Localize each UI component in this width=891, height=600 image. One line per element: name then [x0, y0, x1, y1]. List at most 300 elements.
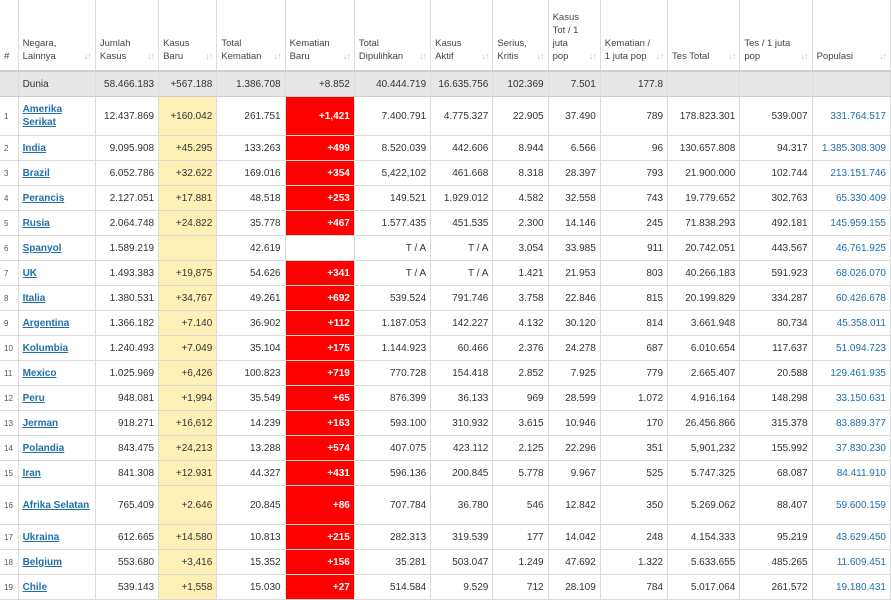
country-link[interactable]: Italia — [22, 292, 46, 304]
country-link[interactable]: Rusia — [22, 217, 50, 229]
cell-cases-per-m: 7.501 — [548, 71, 600, 97]
cell-total-cases: 58.466.183 — [95, 71, 158, 97]
table-row — [0, 411, 891, 436]
cell-new-cases: +24.822 — [159, 211, 217, 236]
header-label: Serius, Kritis — [497, 38, 527, 62]
table-row — [0, 97, 891, 136]
cell-deaths-per-m: 170 — [600, 411, 667, 436]
cell-active: T / A — [431, 236, 493, 261]
cell-active: 36.780 — [431, 486, 493, 525]
country-link[interactable]: Chile — [22, 581, 48, 593]
cell-rank: 5 — [0, 211, 18, 236]
country-link[interactable]: Brazil — [22, 167, 50, 179]
cell-total-recovered: T / A — [354, 236, 430, 261]
header-label: Kasus Aktif — [435, 38, 462, 62]
sort-arrows-icon[interactable]: ↓↑ — [879, 51, 886, 61]
table-row — [0, 136, 891, 161]
cell-active: 461.668 — [431, 161, 493, 186]
table-row — [0, 361, 891, 386]
cell-tests-per-m: 80.734 — [740, 311, 812, 336]
cell-total-cases: 612.665 — [95, 525, 158, 550]
cell-serious: 1.249 — [493, 550, 548, 575]
cell-serious: 2.300 — [493, 211, 548, 236]
cell-total-recovered: 1.144.923 — [354, 336, 430, 361]
header-active[interactable] — [431, 0, 493, 71]
cell-rank: 6 — [0, 236, 18, 261]
table-row — [0, 261, 891, 286]
cell-country — [18, 575, 95, 600]
cell-total-deaths: 36.902 — [217, 311, 285, 336]
cell-country — [18, 336, 95, 361]
cell-serious: 4.582 — [493, 186, 548, 211]
country-link[interactable]: Argentina — [22, 317, 70, 329]
cell-total-cases: 1.025.969 — [95, 361, 158, 386]
cell-cases-per-m: 28.109 — [548, 575, 600, 600]
cell-population: 83.889.377 — [812, 411, 890, 436]
cell-new-cases: +32.622 — [159, 161, 217, 186]
country-link[interactable]: Peru — [22, 392, 45, 404]
cell-total-recovered: 596.136 — [354, 461, 430, 486]
cell-total-tests: 40.266.183 — [668, 261, 740, 286]
cell-deaths-per-m: 814 — [600, 311, 667, 336]
header-new-deaths[interactable] — [285, 0, 354, 71]
cell-new-deaths: +431 — [285, 461, 354, 486]
cell-active: T / A — [431, 261, 493, 286]
cell-total-cases: 553.680 — [95, 550, 158, 575]
cell-population: 45.358.011 — [812, 311, 890, 336]
cell-total-recovered: 35.281 — [354, 550, 430, 575]
cell-tests-per-m: 88.407 — [740, 486, 812, 525]
sort-arrows-icon[interactable]: ↓↑ — [536, 51, 544, 61]
cell-population: 213.151.746 — [812, 161, 890, 186]
cell-country — [18, 411, 95, 436]
cell-cases-per-m: 7.925 — [548, 361, 600, 386]
cell-total-recovered: 40.444.719 — [354, 71, 430, 97]
cell-new-cases: +24,213 — [159, 436, 217, 461]
cell-country — [18, 386, 95, 411]
cell-country — [18, 161, 95, 186]
cell-new-deaths — [285, 236, 354, 261]
cell-new-cases: +160.042 — [159, 97, 217, 136]
cell-deaths-per-m: 177.8 — [600, 71, 667, 97]
table-row — [0, 486, 891, 525]
cell-total-tests: 71.838.293 — [668, 211, 740, 236]
cell-rank: 7 — [0, 261, 18, 286]
header-label: Tes Total — [672, 51, 710, 62]
cell-total-deaths: 1.386.708 — [217, 71, 285, 97]
cell-active: 16.635.756 — [431, 71, 493, 97]
cell-country — [18, 236, 95, 261]
cell-new-cases: +7.049 — [159, 336, 217, 361]
world-total-row — [0, 71, 891, 97]
cell-new-deaths: +467 — [285, 211, 354, 236]
sort-arrows-icon[interactable]: ↓↑ — [656, 51, 664, 61]
header-label: Negara, Lainnya — [22, 38, 57, 62]
cell-deaths-per-m: 245 — [600, 211, 667, 236]
country-link[interactable]: Mexico — [22, 367, 57, 379]
cell-new-cases: +34,767 — [159, 286, 217, 311]
cell-active: 4.775.327 — [431, 97, 493, 136]
cell-country — [18, 186, 95, 211]
cell-cases-per-m: 12.842 — [548, 486, 600, 525]
cell-total-deaths: 169.016 — [217, 161, 285, 186]
cell-country — [18, 97, 95, 136]
cell-total-cases: 2.127.051 — [95, 186, 158, 211]
cell-new-deaths: +253 — [285, 186, 354, 211]
cell-tests-per-m: 95.219 — [740, 525, 812, 550]
cell-new-deaths: +163 — [285, 411, 354, 436]
cell-total-cases: 1.589.219 — [95, 236, 158, 261]
cell-cases-per-m: 6.566 — [548, 136, 600, 161]
cell-total-tests: 19.779.652 — [668, 186, 740, 211]
cell-total-tests: 2.665.407 — [668, 361, 740, 386]
cell-new-cases: +6,426 — [159, 361, 217, 386]
cell-total-deaths: 49.261 — [217, 286, 285, 311]
header-total-tests[interactable] — [668, 0, 740, 71]
cell-total-recovered: 514.584 — [354, 575, 430, 600]
cell-population: 1.385.308.309 — [812, 136, 890, 161]
header-label: Total Kematian — [221, 38, 262, 62]
cell-rank: 17 — [0, 525, 18, 550]
cell-new-cases: +2.646 — [159, 486, 217, 525]
header-tests-per-m[interactable] — [740, 0, 812, 71]
cell-deaths-per-m: 789 — [600, 97, 667, 136]
cell-total-deaths: 133.263 — [217, 136, 285, 161]
cell-tests-per-m: 485.265 — [740, 550, 812, 575]
cell-total-deaths: 35.778 — [217, 211, 285, 236]
cell-serious: 8.944 — [493, 136, 548, 161]
cell-total-recovered: 1.187.053 — [354, 311, 430, 336]
cell-deaths-per-m: 351 — [600, 436, 667, 461]
cell-new-deaths: +215 — [285, 525, 354, 550]
table-row — [0, 236, 891, 261]
cell-tests-per-m: 148.298 — [740, 386, 812, 411]
cell-total-cases: 9.095.908 — [95, 136, 158, 161]
sort-arrows-icon[interactable]: ↓↑ — [342, 51, 350, 61]
cell-population: 145.959.155 — [812, 211, 890, 236]
cell-total-tests: 26.456.866 — [668, 411, 740, 436]
header-cases-per-m[interactable] — [548, 0, 600, 71]
cell-total-recovered: 407.075 — [354, 436, 430, 461]
cell-total-tests: 178.823.301 — [668, 97, 740, 136]
header-label: Total Dipulihkan — [358, 38, 404, 62]
country-link[interactable]: Iran — [22, 467, 41, 479]
cell-active: 503.047 — [431, 550, 493, 575]
table-row — [0, 386, 891, 411]
cell-cases-per-m: 21.953 — [548, 261, 600, 286]
cell-new-deaths: +175 — [285, 336, 354, 361]
cell-population: 11.609.451 — [812, 550, 890, 575]
cell-rank: 15 — [0, 461, 18, 486]
cell-tests-per-m: 261.572 — [740, 575, 812, 600]
cell-total-deaths: 15.352 — [217, 550, 285, 575]
cell-population: 33.150.631 — [812, 386, 890, 411]
cell-cases-per-m: 32.558 — [548, 186, 600, 211]
cell-total-deaths: 44.327 — [217, 461, 285, 486]
cell-total-recovered: 593.100 — [354, 411, 430, 436]
cell-country — [18, 550, 95, 575]
cell-new-cases: +45.295 — [159, 136, 217, 161]
cell-cases-per-m: 14.146 — [548, 211, 600, 236]
sort-arrows-icon[interactable]: ↓↑ — [800, 51, 808, 61]
header-label: Kematian / 1 juta pop — [604, 38, 651, 62]
cell-total-tests: 4.916.164 — [668, 386, 740, 411]
cell-new-deaths: +1,421 — [285, 97, 354, 136]
cell-total-recovered: 876.399 — [354, 386, 430, 411]
cell-tests-per-m: 117.637 — [740, 336, 812, 361]
cell-tests-per-m: 20.588 — [740, 361, 812, 386]
cell-new-cases: +567.188 — [159, 71, 217, 97]
cell-active: 142.227 — [431, 311, 493, 336]
cell-serious: 2.376 — [493, 336, 548, 361]
sort-arrows-icon[interactable]: ↓↑ — [147, 51, 155, 61]
cell-cases-per-m: 10.946 — [548, 411, 600, 436]
cell-deaths-per-m: 743 — [600, 186, 667, 211]
cell-total-cases: 843.475 — [95, 436, 158, 461]
cell-deaths-per-m: 1.322 — [600, 550, 667, 575]
cell-total-recovered: 770.728 — [354, 361, 430, 386]
cell-country — [18, 436, 95, 461]
cell-rank: 16 — [0, 486, 18, 525]
sort-arrows-icon[interactable]: ↓↑ — [481, 51, 489, 61]
header-total-recovered[interactable] — [354, 0, 430, 71]
cell-tests-per-m: 334.287 — [740, 286, 812, 311]
cell-deaths-per-m: 815 — [600, 286, 667, 311]
cell-rank: 19 — [0, 575, 18, 600]
sort-arrows-icon[interactable]: ↓↑ — [83, 51, 91, 61]
country-link[interactable]: Amerika Serikat — [22, 104, 63, 128]
header-total-deaths[interactable] — [217, 0, 285, 71]
cell-active: 423.112 — [431, 436, 493, 461]
cell-active: 60.466 — [431, 336, 493, 361]
cell-population: 43.629.450 — [812, 525, 890, 550]
table-row — [0, 286, 891, 311]
cell-tests-per-m: 94.317 — [740, 136, 812, 161]
cell-total-recovered: 5,422,102 — [354, 161, 430, 186]
cell-active: 319.539 — [431, 525, 493, 550]
cell-total-deaths: 100.823 — [217, 361, 285, 386]
header-serious[interactable] — [493, 0, 548, 71]
cell-country — [18, 286, 95, 311]
cell-total-cases: 1.493.383 — [95, 261, 158, 286]
cell-new-deaths: +86 — [285, 486, 354, 525]
country-link[interactable]: Polandia — [22, 442, 65, 454]
cell-total-recovered: 539.524 — [354, 286, 430, 311]
cell-total-deaths: 13.288 — [217, 436, 285, 461]
cell-total-deaths: 54.626 — [217, 261, 285, 286]
cell-cases-per-m: 30.120 — [548, 311, 600, 336]
cell-country — [18, 525, 95, 550]
cell-serious: 22.905 — [493, 97, 548, 136]
cell-rank: 13 — [0, 411, 18, 436]
cell-total-recovered: 8.520.039 — [354, 136, 430, 161]
cell-new-cases: +1,994 — [159, 386, 217, 411]
cell-tests-per-m: 443.567 — [740, 236, 812, 261]
cell-total-cases: 1.380.531 — [95, 286, 158, 311]
cell-active: 451.535 — [431, 211, 493, 236]
cell-rank: 18 — [0, 550, 18, 575]
cell-population: 51.094.723 — [812, 336, 890, 361]
country-link[interactable]: India — [22, 142, 46, 154]
cell-total-recovered: T / A — [354, 261, 430, 286]
cell-active: 310.932 — [431, 411, 493, 436]
cell-total-recovered: 7.400.791 — [354, 97, 430, 136]
cell-total-deaths: 14.239 — [217, 411, 285, 436]
cell-tests-per-m: 302.763 — [740, 186, 812, 211]
cell-rank: 2 — [0, 136, 18, 161]
sort-arrows-icon[interactable]: ↓↑ — [205, 51, 213, 61]
cell-new-cases: +7.140 — [159, 311, 217, 336]
cell-cases-per-m: 37.490 — [548, 97, 600, 136]
table-row — [0, 575, 891, 600]
cell-deaths-per-m: 350 — [600, 486, 667, 525]
table-row — [0, 186, 891, 211]
cell-deaths-per-m: 525 — [600, 461, 667, 486]
header-label: # — [4, 51, 10, 62]
cell-total-tests: 3.661.948 — [668, 311, 740, 336]
cell-new-cases: +19,875 — [159, 261, 217, 286]
cell-population: 129.461.935 — [812, 361, 890, 386]
country-link[interactable]: Perancis — [22, 192, 65, 204]
cell-country — [18, 361, 95, 386]
country-link[interactable]: Ukraina — [22, 531, 60, 543]
header-country[interactable] — [18, 0, 95, 71]
cell-active: 9.529 — [431, 575, 493, 600]
cell-serious: 3.758 — [493, 286, 548, 311]
cell-total-tests: 5.017.064 — [668, 575, 740, 600]
cell-serious: 102.369 — [493, 71, 548, 97]
cell-total-cases: 12.437.869 — [95, 97, 158, 136]
cell-serious: 4.132 — [493, 311, 548, 336]
cell-new-deaths: +692 — [285, 286, 354, 311]
cell-country: Dunia — [18, 71, 95, 97]
country-link[interactable]: Afrika Selatan — [22, 499, 90, 511]
sort-arrows-icon[interactable]: ↓↑ — [728, 51, 736, 61]
cell-total-tests: 5.633.655 — [668, 550, 740, 575]
header-label: Jumlah Kasus — [99, 38, 131, 62]
table-row — [0, 211, 891, 236]
cell-tests-per-m: 155.992 — [740, 436, 812, 461]
cell-active: 442.606 — [431, 136, 493, 161]
cell-tests-per-m: 492.181 — [740, 211, 812, 236]
cell-total-deaths: 10.813 — [217, 525, 285, 550]
table-body — [0, 71, 891, 600]
cell-deaths-per-m: 784 — [600, 575, 667, 600]
cell-new-deaths: +341 — [285, 261, 354, 286]
cell-total-tests: 20.742.051 — [668, 236, 740, 261]
cell-country — [18, 261, 95, 286]
cell-new-cases — [159, 236, 217, 261]
country-link[interactable]: Kolumbia — [22, 342, 69, 354]
cell-cases-per-m: 9.967 — [548, 461, 600, 486]
country-link[interactable]: Jerman — [22, 417, 59, 429]
cell-country — [18, 136, 95, 161]
cell-total-cases: 539.143 — [95, 575, 158, 600]
cell-population: 65.330.409 — [812, 186, 890, 211]
cell-total-tests — [668, 71, 740, 97]
country-link[interactable]: Spanyol — [22, 242, 62, 254]
cell-total-cases: 1.240.493 — [95, 336, 158, 361]
header-new-cases[interactable] — [159, 0, 217, 71]
cell-rank — [0, 71, 18, 97]
cell-deaths-per-m: 687 — [600, 336, 667, 361]
cell-total-deaths: 20.845 — [217, 486, 285, 525]
cell-serious: 2.125 — [493, 436, 548, 461]
cell-cases-per-m: 14.042 — [548, 525, 600, 550]
cell-cases-per-m: 22.846 — [548, 286, 600, 311]
cell-rank: 1 — [0, 97, 18, 136]
cell-active: 200.845 — [431, 461, 493, 486]
cell-country — [18, 311, 95, 336]
cell-total-tests: 20.199.829 — [668, 286, 740, 311]
cell-new-deaths: +354 — [285, 161, 354, 186]
cell-population: 46.761.925 — [812, 236, 890, 261]
cell-total-cases: 1.366.182 — [95, 311, 158, 336]
sort-arrows-icon[interactable]: ↓↑ — [588, 51, 596, 61]
cell-rank: 11 — [0, 361, 18, 386]
cell-deaths-per-m: 803 — [600, 261, 667, 286]
country-link[interactable]: Belgium — [22, 556, 63, 568]
cell-rank: 8 — [0, 286, 18, 311]
cell-total-tests: 5.269.062 — [668, 486, 740, 525]
country-link[interactable]: UK — [22, 267, 38, 279]
cell-total-tests: 5.747.325 — [668, 461, 740, 486]
cell-total-cases: 6.052.786 — [95, 161, 158, 186]
cell-population — [812, 71, 890, 97]
header-population[interactable] — [812, 0, 890, 71]
cell-total-tests: 21.900.000 — [668, 161, 740, 186]
cell-population: 60.426.678 — [812, 286, 890, 311]
cell-total-recovered: 707.784 — [354, 486, 430, 525]
cell-new-deaths: +27 — [285, 575, 354, 600]
cell-cases-per-m: 24.278 — [548, 336, 600, 361]
cell-tests-per-m: 591.923 — [740, 261, 812, 286]
cell-serious: 5.778 — [493, 461, 548, 486]
cell-population: 331.764.517 — [812, 97, 890, 136]
cell-total-tests: 5,901,232 — [668, 436, 740, 461]
cell-cases-per-m: 33.985 — [548, 236, 600, 261]
cell-new-deaths: +574 — [285, 436, 354, 461]
cell-population: 68.026.070 — [812, 261, 890, 286]
table-header-row — [0, 0, 891, 71]
cell-deaths-per-m: 779 — [600, 361, 667, 386]
cell-deaths-per-m: 248 — [600, 525, 667, 550]
cell-country — [18, 211, 95, 236]
cell-new-deaths: +8.852 — [285, 71, 354, 97]
cell-total-cases: 2.064.748 — [95, 211, 158, 236]
cell-cases-per-m: 28.397 — [548, 161, 600, 186]
cell-total-deaths: 261.751 — [217, 97, 285, 136]
table-row — [0, 550, 891, 575]
header-deaths-per-m[interactable] — [600, 0, 667, 71]
cell-tests-per-m: 68.087 — [740, 461, 812, 486]
cell-new-cases: +17.881 — [159, 186, 217, 211]
sort-arrows-icon[interactable]: ↓↑ — [273, 51, 281, 61]
sort-arrows-icon[interactable]: ↓↑ — [419, 51, 427, 61]
cell-new-cases: +16,612 — [159, 411, 217, 436]
header-total-cases[interactable] — [95, 0, 158, 71]
cell-new-cases: +12.931 — [159, 461, 217, 486]
cell-serious: 3.054 — [493, 236, 548, 261]
cell-serious: 1.421 — [493, 261, 548, 286]
header-label: Tes / 1 juta pop — [744, 38, 791, 62]
cell-total-tests: 4.154.333 — [668, 525, 740, 550]
cell-tests-per-m: 315.378 — [740, 411, 812, 436]
cell-active: 154.418 — [431, 361, 493, 386]
cell-new-deaths: +156 — [285, 550, 354, 575]
cell-total-cases: 948.081 — [95, 386, 158, 411]
cell-population: 59.600.159 — [812, 486, 890, 525]
